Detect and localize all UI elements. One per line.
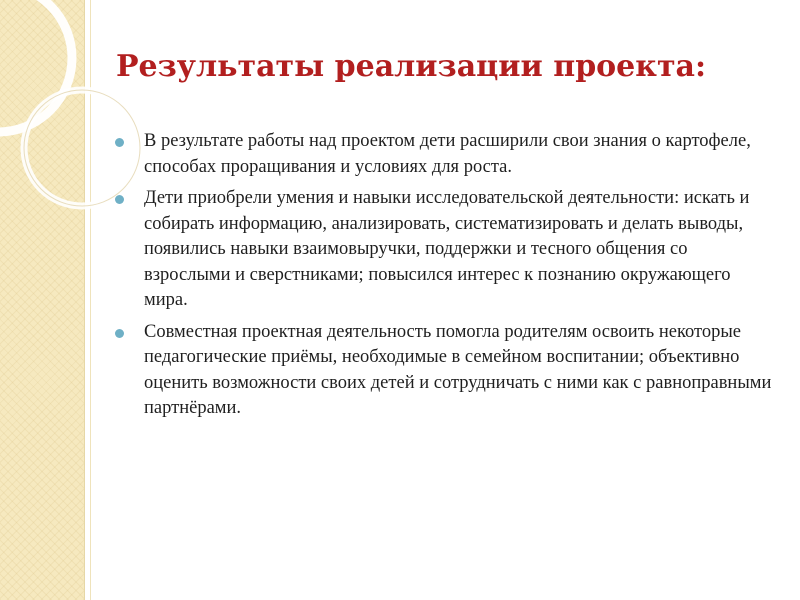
bullet-text: Совместная проектная деятельность помогла родителям освоить некоторые педагогические приёмы, необходимые в семейном воспитании; объективно оценить возможности своих детей и сотрудничать с ними как с равноправными партнёрами.: [144, 321, 772, 418]
bullet-text: Дети приобрели умения и навыки исследовательской деятельности: искать и собирать информацию, анализировать, систематизировать и делать выводы, появились навыки взаимовыручки, поддержки и тесного общения со взрослыми и сверстниками; повысился интерес к познанию окружающего мира.: [144, 188, 750, 310]
bullet-list: [112, 129, 772, 428]
bullet-item: [112, 186, 772, 314]
bullet-item: [112, 320, 772, 422]
bullet-item: [112, 129, 772, 180]
bullet-dot-icon: [115, 195, 124, 204]
bullet-dot-icon: [115, 329, 124, 338]
bullet-dot-icon: [115, 138, 124, 147]
bullet-text: В результате работы над проектом дети расширили свои знания о картофеле, способах проращивания и условиях для роста.: [144, 131, 751, 177]
slide-title: Результаты реализации проекта:: [116, 49, 707, 84]
